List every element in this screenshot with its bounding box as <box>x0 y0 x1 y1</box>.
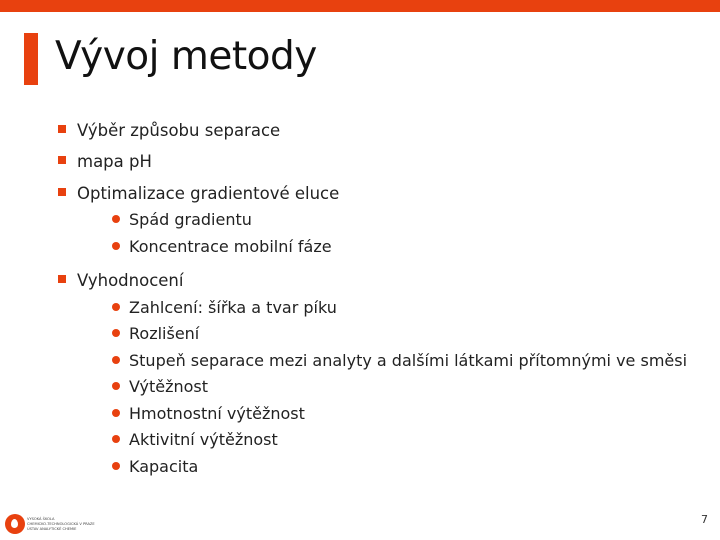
sub-bullet-item <box>110 295 708 322</box>
square-bullet-icon <box>58 188 66 196</box>
round-bullet-icon <box>112 242 120 250</box>
sub-bullet-text: Stupeň separace mezi analyty a dalšími látkami přítomnými ve směsi <box>129 350 688 370</box>
bullet-text: mapa pH <box>77 152 152 172</box>
sub-bullet-text: Zahlcení: šířka a tvar píku <box>129 297 337 317</box>
sub-bullet-item <box>110 234 708 261</box>
sub-bullet-list <box>77 207 708 260</box>
round-bullet-icon <box>112 303 120 311</box>
round-bullet-icon <box>112 356 120 364</box>
sub-bullet-item <box>110 401 708 428</box>
sub-bullet-item <box>110 454 708 481</box>
bullet-item <box>58 270 708 480</box>
logo-line-2: CHEMICKO-TECHNOLOGICKÁ V PRAZE <box>27 522 95 526</box>
sub-bullet-item <box>110 321 708 348</box>
round-bullet-icon <box>112 462 120 470</box>
sub-bullet-text: Spád gradientu <box>129 210 252 230</box>
bullet-text: Vyhodnocení <box>77 271 184 291</box>
sub-bullet-text: Hmotnostní výtěžnost <box>129 403 305 423</box>
round-bullet-icon <box>112 215 120 223</box>
bullet-list <box>58 118 708 480</box>
sub-bullet-item <box>110 427 708 454</box>
sub-bullet-text: Výtěžnost <box>129 377 209 397</box>
logo-line-3: ÚSTAV ANALYTICKÉ CHEMIE <box>27 527 77 531</box>
bullet-item <box>58 120 708 141</box>
sub-bullet-text: Rozlišení <box>129 324 200 344</box>
square-bullet-icon <box>58 156 66 164</box>
round-bullet-icon <box>112 435 120 443</box>
sub-bullet-item <box>110 374 708 401</box>
slide-title: Vývoj metody <box>55 34 317 79</box>
page-number: 7 <box>701 513 708 526</box>
round-bullet-icon <box>112 329 120 337</box>
sub-bullet-text: Kapacita <box>129 456 199 476</box>
sub-bullet-text: Koncentrace mobilní fáze <box>129 236 332 256</box>
round-bullet-icon <box>112 409 120 417</box>
sub-bullet-item <box>110 348 708 375</box>
round-bullet-icon <box>112 382 120 390</box>
sub-bullet-list <box>77 295 708 481</box>
title-accent-bar <box>24 33 38 85</box>
vscht-flame-logo-icon <box>5 514 25 534</box>
sub-bullet-item <box>110 207 708 234</box>
footer-logo <box>5 513 120 537</box>
bullet-item <box>58 183 708 260</box>
sub-bullet-text: Aktivitní výtěžnost <box>129 430 278 450</box>
logo-line-1: VYSOKÁ ŠKOLA <box>27 517 55 521</box>
bullet-text: Optimalizace gradientové eluce <box>77 183 340 203</box>
square-bullet-icon <box>58 125 66 133</box>
logo-text <box>27 517 95 532</box>
square-bullet-icon <box>58 275 66 283</box>
bullet-text: Výběr způsobu separace <box>77 121 281 140</box>
bullet-item <box>58 151 708 172</box>
top-accent-bar <box>0 0 720 12</box>
